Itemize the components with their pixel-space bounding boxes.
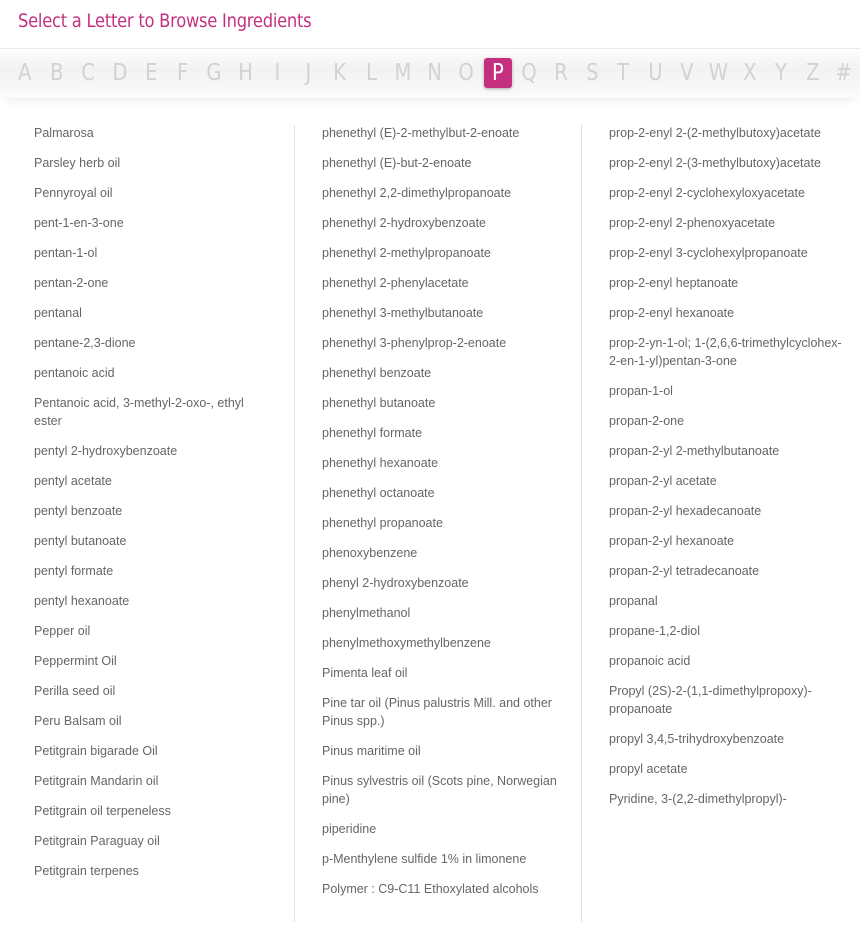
ingredient-link[interactable]: propan-2-yl 2-methylbutanoate	[609, 444, 780, 458]
letter-label: O	[458, 60, 474, 86]
ingredient-link[interactable]: Pinus sylvestris oil (Scots pine, Norwegian pine)	[322, 774, 557, 806]
ingredient-link[interactable]: Pyridine, 3-(2,2-dimethylpropyl)-	[609, 792, 787, 806]
letter-label: L	[366, 60, 377, 86]
ingredient-link[interactable]: Peppermint Oil	[34, 654, 117, 668]
letter-b[interactable]	[43, 58, 71, 88]
letter-g[interactable]	[200, 58, 228, 88]
letter-label: H	[238, 60, 253, 86]
letter-label: X	[742, 60, 757, 86]
letter-z[interactable]	[799, 58, 827, 88]
letter-label: W	[708, 60, 728, 86]
ingredient-link[interactable]: prop-2-enyl 3-cyclohexylpropanoate	[609, 246, 808, 260]
ingredient-link[interactable]: Pine tar oil (Pinus palustris Mill. and other Pinus spp.)	[322, 696, 552, 728]
letter-label: #	[835, 60, 853, 86]
column-divider	[581, 125, 582, 922]
letter-label: Y	[775, 60, 787, 86]
ingredient-link[interactable]: phenethyl octanoate	[322, 486, 435, 500]
letter-label: M	[394, 60, 412, 86]
ingredient-link[interactable]: propan-2-yl acetate	[609, 474, 717, 488]
ingredient-link[interactable]: Petitgrain oil terpeneless	[34, 804, 171, 818]
letter-c[interactable]	[74, 58, 102, 88]
ingredient-link[interactable]: Parsley herb oil	[34, 156, 121, 170]
ingredient-link[interactable]: propyl 3,4,5-trihydroxybenzoate	[609, 732, 785, 746]
ingredient-link[interactable]: prop-2-enyl 2-phenoxyacetate	[609, 216, 776, 230]
letter-e[interactable]	[137, 58, 165, 88]
letter-l[interactable]	[358, 58, 386, 88]
letter-label: G	[206, 60, 222, 86]
ingredient-link[interactable]: pentyl butanoate	[34, 534, 127, 548]
ingredient-link[interactable]: propane-1,2-diol	[609, 624, 701, 638]
ingredient-link[interactable]: pentyl formate	[34, 564, 114, 578]
ingredient-link[interactable]: Polymer : C9-C11 Ethoxylated alcohols	[322, 882, 539, 896]
ingredient-link[interactable]: prop-2-enyl 2-cyclohexyloxyacetate	[609, 186, 805, 200]
ingredient-link[interactable]: pentyl acetate	[34, 474, 112, 488]
alphabet-bar	[0, 46, 860, 98]
ingredient-link[interactable]: phenethyl hexanoate	[322, 456, 439, 470]
alphabet-bar-top-line	[0, 48, 860, 49]
letter-label: I	[274, 60, 280, 86]
letter-w[interactable]	[704, 58, 732, 88]
ingredient-link[interactable]: Pennyroyal oil	[34, 186, 113, 200]
ingredient-link[interactable]: propyl acetate	[609, 762, 688, 776]
ingredient-link[interactable]: phenethyl 3-phenylprop-2-enoate	[322, 336, 507, 350]
ingredient-link[interactable]: phenyl 2-hydroxybenzoate	[322, 576, 469, 590]
letter-a[interactable]	[11, 58, 39, 88]
letter-hash[interactable]	[830, 58, 858, 88]
letter-label: U	[647, 60, 663, 86]
letter-p[interactable]	[484, 58, 512, 88]
ingredient-column-1	[34, 118, 264, 886]
letter-i[interactable]	[263, 58, 291, 88]
letter-label: V	[679, 60, 694, 86]
letter-f[interactable]	[169, 58, 197, 88]
ingredient-link[interactable]: propan-2-yl hexadecanoate	[609, 504, 762, 518]
ingredient-link[interactable]: phenylmethanol	[322, 606, 411, 620]
ingredient-link[interactable]: pent-1-en-3-one	[34, 216, 124, 230]
ingredient-link[interactable]: pentan-2-one	[34, 276, 109, 290]
ingredient-link[interactable]: pentanal	[34, 306, 82, 320]
ingredient-link[interactable]: prop-2-yn-1-ol; 1-(2,6,6-trimethylcyclohex-2-en-1-yl)pentan-3-one	[609, 336, 842, 368]
letter-label: C	[81, 60, 95, 86]
letter-v[interactable]	[673, 58, 701, 88]
letter-x[interactable]	[736, 58, 764, 88]
ingredient-link[interactable]: propan-2-one	[609, 414, 685, 428]
ingredient-link[interactable]: phenethyl butanoate	[322, 396, 436, 410]
ingredient-link[interactable]: Peru Balsam oil	[34, 714, 122, 728]
ingredient-link[interactable]: phenethyl benzoate	[322, 366, 432, 380]
letter-r[interactable]	[547, 58, 575, 88]
ingredient-link[interactable]: phenethyl 3-methylbutanoate	[322, 306, 484, 320]
ingredient-link[interactable]: phenethyl 2,2-dimethylpropanoate	[322, 186, 512, 200]
ingredient-link[interactable]: prop-2-enyl heptanoate	[609, 276, 739, 290]
letter-label: Z	[805, 60, 820, 86]
ingredient-link[interactable]: pentyl benzoate	[34, 504, 123, 518]
ingredient-link[interactable]: Petitgrain bigarade Oil	[34, 744, 158, 758]
ingredient-link[interactable]: prop-2-enyl 2-(2-methylbutoxy)acetate	[609, 126, 821, 140]
ingredient-link[interactable]: pentan-1-ol	[34, 246, 98, 260]
letter-label: A	[18, 60, 32, 86]
letter-h[interactable]	[232, 58, 260, 88]
ingredient-column-2	[322, 118, 562, 904]
ingredient-link[interactable]: prop-2-enyl hexanoate	[609, 306, 735, 320]
letter-label: B	[49, 60, 64, 86]
ingredient-link[interactable]: Pepper oil	[34, 624, 91, 638]
letter-label: R	[553, 60, 568, 86]
ingredient-link[interactable]: Petitgrain Mandarin oil	[34, 774, 159, 788]
ingredient-link[interactable]: pentyl hexanoate	[34, 594, 130, 608]
letter-n[interactable]	[421, 58, 449, 88]
letter-label: S	[585, 60, 599, 86]
ingredient-link[interactable]: Petitgrain Paraguay oil	[34, 834, 160, 848]
letter-u[interactable]	[641, 58, 669, 88]
ingredient-link[interactable]: Perilla seed oil	[34, 684, 116, 698]
ingredient-link[interactable]: phenethyl (E)-2-methylbut-2-enoate	[322, 126, 520, 140]
letter-label: F	[176, 60, 189, 86]
alphabet-letters	[0, 58, 860, 88]
letter-k[interactable]	[326, 58, 354, 88]
column-divider	[294, 125, 295, 922]
ingredient-link[interactable]: phenethyl 2-methylpropanoate	[322, 246, 491, 260]
letter-label: Q	[521, 60, 537, 86]
ingredient-link[interactable]: propan-2-yl tetradecanoate	[609, 564, 760, 578]
ingredient-link[interactable]: propanoic acid	[609, 654, 691, 668]
ingredient-column-3	[609, 118, 849, 814]
ingredient-link[interactable]: pentane-2,3-dione	[34, 336, 136, 350]
letter-q[interactable]	[515, 58, 543, 88]
ingredient-link[interactable]: phenoxybenzene	[322, 546, 418, 560]
ingredient-link[interactable]: phenylmethoxymethylbenzene	[322, 636, 491, 650]
ingredient-link[interactable]: p-Menthylene sulfide 1% in limonene	[322, 852, 527, 866]
ingredient-link[interactable]: pentanoic acid	[34, 366, 115, 380]
ingredient-link[interactable]: Propyl (2S)-2-(1,1-dimethylpropoxy)-propanoate	[609, 684, 812, 716]
ingredient-link[interactable]: Pentanoic acid, 3-methyl-2-oxo-, ethyl ester	[34, 396, 244, 428]
ingredient-link[interactable]: propanal	[609, 594, 658, 608]
ingredient-link[interactable]: propan-1-ol	[609, 384, 673, 398]
letter-j[interactable]	[295, 58, 323, 88]
ingredient-link[interactable]: phenethyl propanoate	[322, 516, 443, 530]
ingredient-link[interactable]: phenethyl (E)-but-2-enoate	[322, 156, 472, 170]
ingredient-link[interactable]: Pinus maritime oil	[322, 744, 421, 758]
letter-m[interactable]	[389, 58, 417, 88]
letter-o[interactable]	[452, 58, 480, 88]
ingredient-link[interactable]: Pimenta leaf oil	[322, 666, 408, 680]
letter-t[interactable]	[610, 58, 638, 88]
ingredient-link[interactable]: propan-2-yl hexanoate	[609, 534, 735, 548]
ingredient-link[interactable]: phenethyl formate	[322, 426, 423, 440]
letter-s[interactable]	[578, 58, 606, 88]
page-title: Select a Letter to Browse Ingredients	[18, 10, 312, 32]
letter-label: N	[427, 60, 442, 86]
ingredient-link[interactable]: pentyl 2-hydroxybenzoate	[34, 444, 178, 458]
ingredient-link[interactable]: prop-2-enyl 2-(3-methylbutoxy)acetate	[609, 156, 821, 170]
ingredient-link[interactable]: phenethyl 2-hydroxybenzoate	[322, 216, 487, 230]
letter-label: P	[491, 60, 504, 86]
letter-label: E	[144, 60, 158, 86]
letter-y[interactable]	[767, 58, 795, 88]
letter-label: J	[305, 60, 312, 86]
ingredient-link[interactable]: Palmarosa	[34, 126, 94, 140]
letter-d[interactable]	[106, 58, 134, 88]
ingredient-link[interactable]: piperidine	[322, 822, 377, 836]
ingredient-link[interactable]: Petitgrain terpenes	[34, 864, 139, 878]
letter-label: D	[111, 60, 128, 86]
letter-label: T	[617, 60, 630, 86]
ingredient-link[interactable]: phenethyl 2-phenylacetate	[322, 276, 469, 290]
letter-label: K	[333, 60, 347, 86]
